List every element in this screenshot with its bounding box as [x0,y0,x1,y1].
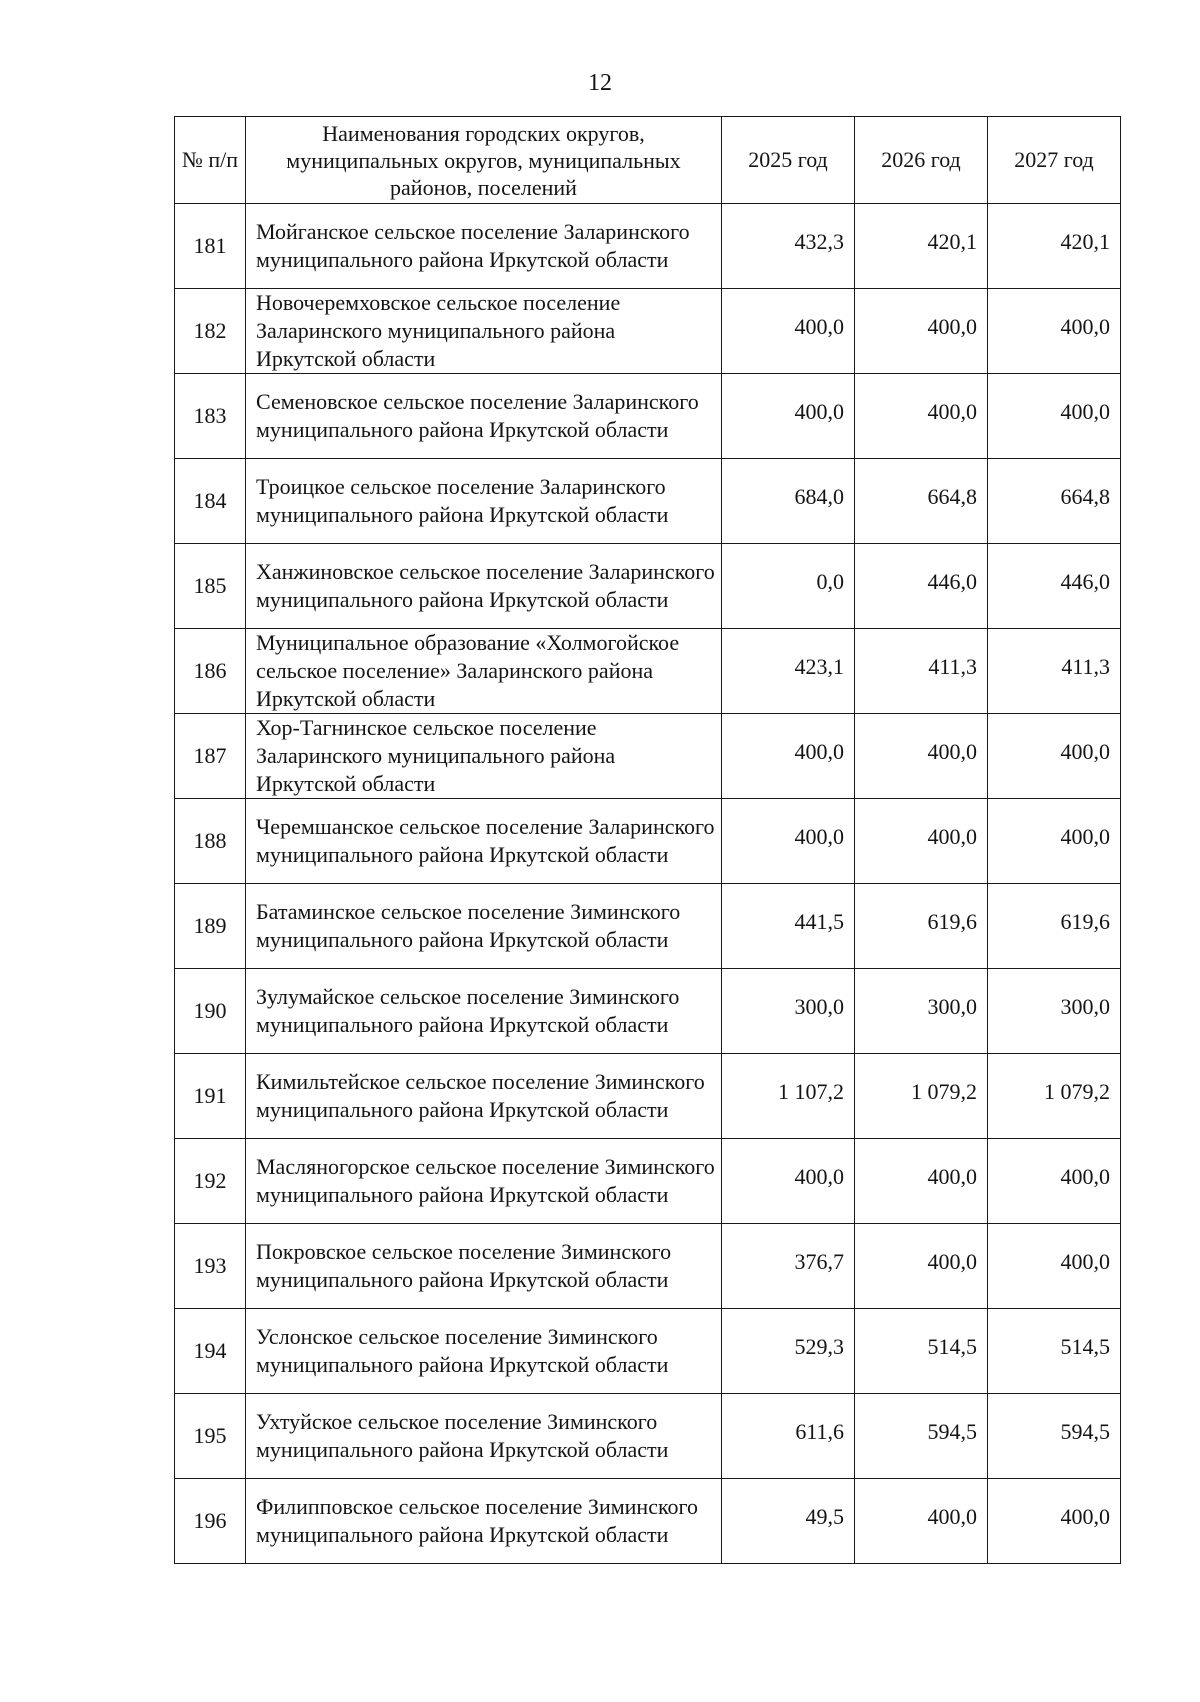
value-2027: 514,5 [988,1309,1121,1394]
value-2026: 420,1 [855,204,988,289]
table-row [175,714,1121,799]
value-2027: 1 079,2 [988,1054,1121,1139]
value-2026: 400,0 [855,714,988,799]
row-number: 188 [175,799,246,884]
value-2026: 400,0 [855,1479,988,1564]
value-2027: 619,6 [988,884,1121,969]
value-2025: 300,0 [722,969,855,1054]
table-row [175,1394,1121,1479]
row-name: Зулумайское сельское поселение Зиминского муниципального района Иркутской области [246,969,722,1054]
value-2026: 664,8 [855,459,988,544]
row-number: 194 [175,1309,246,1394]
table-row [175,374,1121,459]
value-2027: 411,3 [988,629,1121,714]
table-row [175,1054,1121,1139]
table-row [175,1139,1121,1224]
value-2026: 411,3 [855,629,988,714]
table-row [175,1224,1121,1309]
table-header-row [175,117,1121,204]
value-2027: 400,0 [988,289,1121,374]
row-name: Черемшанское сельское поселение Заларинского муниципального района Иркутской области [246,799,722,884]
table-row [175,799,1121,884]
value-2025: 400,0 [722,374,855,459]
table-row [175,884,1121,969]
row-number: 187 [175,714,246,799]
header-2027: 2027 год [988,117,1121,204]
value-2027: 400,0 [988,1139,1121,1224]
value-2025: 684,0 [722,459,855,544]
value-2027: 400,0 [988,1479,1121,1564]
header-2026: 2026 год [855,117,988,204]
value-2025: 441,5 [722,884,855,969]
row-name: Кимильтейское сельское поселение Зиминского муниципального района Иркутской области [246,1054,722,1139]
header-name: Наименования городских округов, муниципальных округов, муниципальных районов, поселений [246,117,722,204]
value-2027: 446,0 [988,544,1121,629]
row-number: 182 [175,289,246,374]
value-2026: 1 079,2 [855,1054,988,1139]
table-row [175,969,1121,1054]
value-2026: 400,0 [855,799,988,884]
value-2026: 400,0 [855,1139,988,1224]
row-number: 196 [175,1479,246,1564]
value-2026: 400,0 [855,289,988,374]
value-2025: 0,0 [722,544,855,629]
value-2027: 300,0 [988,969,1121,1054]
row-number: 184 [175,459,246,544]
page-number: 12 [588,70,612,96]
table-row [175,204,1121,289]
value-2027: 400,0 [988,374,1121,459]
row-name: Семеновское сельское поселение Заларинского муниципального района Иркутской области [246,374,722,459]
row-number: 193 [175,1224,246,1309]
value-2025: 400,0 [722,714,855,799]
value-2025: 529,3 [722,1309,855,1394]
row-number: 195 [175,1394,246,1479]
row-number: 186 [175,629,246,714]
row-name: Троицкое сельское поселение Заларинского муниципального района Иркутской области [246,459,722,544]
value-2025: 376,7 [722,1224,855,1309]
row-number: 181 [175,204,246,289]
row-name: Покровское сельское поселение Зиминского муниципального района Иркутской области [246,1224,722,1309]
table-row [175,1479,1121,1564]
value-2025: 400,0 [722,799,855,884]
value-2027: 400,0 [988,799,1121,884]
value-2025: 423,1 [722,629,855,714]
value-2025: 400,0 [722,1139,855,1224]
row-number: 190 [175,969,246,1054]
value-2026: 446,0 [855,544,988,629]
value-2027: 400,0 [988,714,1121,799]
row-name: Услонское сельское поселение Зиминского муниципального района Иркутской области [246,1309,722,1394]
row-name: Хор-Тагнинское сельское поселение Заларинского муниципального района Иркутской области [246,714,722,799]
row-number: 183 [175,374,246,459]
value-2026: 514,5 [855,1309,988,1394]
row-number: 185 [175,544,246,629]
table-row [175,459,1121,544]
row-name: Муниципальное образование «Холмогойское сельское поселение» Заларинского района Иркутской области [246,629,722,714]
row-name: Филипповское сельское поселение Зиминского муниципального района Иркутской области [246,1479,722,1564]
row-name: Ханжиновское сельское поселение Заларинского муниципального района Иркутской области [246,544,722,629]
table-row [175,289,1121,374]
value-2026: 619,6 [855,884,988,969]
value-2026: 400,0 [855,1224,988,1309]
row-name: Ухтуйское сельское поселение Зиминского муниципального района Иркутской области [246,1394,722,1479]
value-2026: 300,0 [855,969,988,1054]
row-number: 189 [175,884,246,969]
row-name: Батаминское сельское поселение Зиминского муниципального района Иркутской области [246,884,722,969]
value-2027: 664,8 [988,459,1121,544]
value-2027: 400,0 [988,1224,1121,1309]
table-row [175,1309,1121,1394]
row-number: 192 [175,1139,246,1224]
value-2025: 49,5 [722,1479,855,1564]
value-2025: 611,6 [722,1394,855,1479]
value-2026: 594,5 [855,1394,988,1479]
header-number: № п/п [175,117,246,204]
value-2025: 1 107,2 [722,1054,855,1139]
value-2026: 400,0 [855,374,988,459]
table-row [175,544,1121,629]
header-2025: 2025 год [722,117,855,204]
row-name: Масляногорское сельское поселение Зиминского муниципального района Иркутской области [246,1139,722,1224]
value-2027: 420,1 [988,204,1121,289]
row-number: 191 [175,1054,246,1139]
row-name: Новочеремховское сельское поселение Заларинского муниципального района Иркутской области [246,289,722,374]
table-row [175,629,1121,714]
value-2027: 594,5 [988,1394,1121,1479]
row-name: Мойганское сельское поселение Заларинского муниципального района Иркутской области [246,204,722,289]
value-2025: 400,0 [722,289,855,374]
value-2025: 432,3 [722,204,855,289]
budget-table [174,116,1121,1564]
